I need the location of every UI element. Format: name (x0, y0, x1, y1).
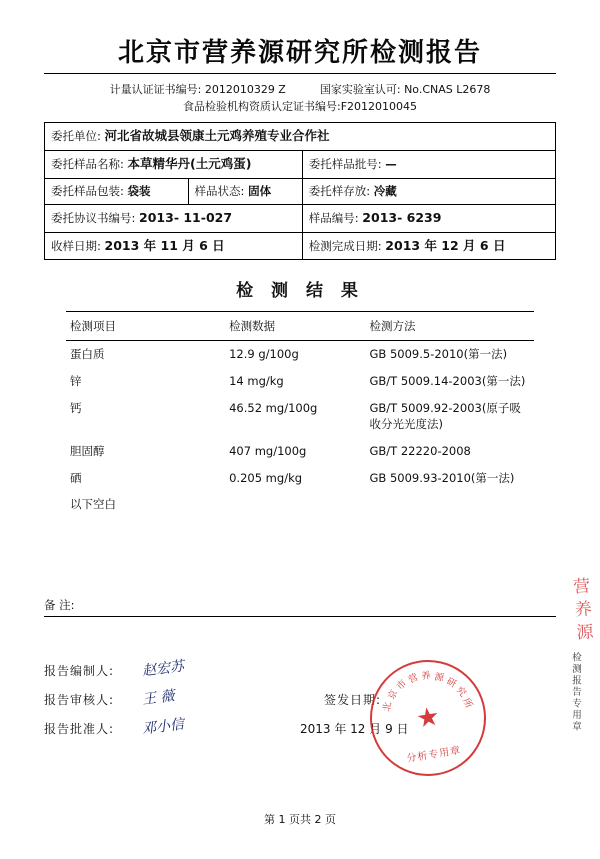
info-cell-agreement-no (45, 204, 303, 232)
info-cell-packaging (45, 178, 189, 204)
info-value: 2013- 11-027 (139, 209, 233, 225)
result-value: 46.52 mg/100g (229, 400, 318, 415)
stamp-arc-text: 北 京 市 营 养 源 研 究 所 (381, 670, 475, 713)
info-label: 委托样品包装: (51, 183, 124, 198)
column-header-item: 检测项目 (66, 312, 225, 341)
info-value: 2013 年 11 月 6 日 (104, 237, 225, 253)
signature-field (136, 715, 286, 737)
info-label: 检测完成日期: (308, 238, 382, 253)
info-label: 委托单位: (51, 129, 101, 144)
signature-handwriting: 王 薇 (141, 688, 176, 708)
info-label: 收样日期: (51, 238, 101, 253)
signature-handwriting: 邓小信 (141, 716, 185, 738)
title-divider (44, 73, 556, 74)
result-value: 12.9 g/100g (229, 347, 299, 362)
result-value: 407 mg/100g (229, 444, 307, 459)
info-label: 委托样品名称: (51, 156, 124, 171)
info-value: 2013 年 12 月 6 日 (385, 237, 506, 253)
result-item: 硒 (70, 470, 82, 485)
result-item: 蛋白质 (70, 347, 105, 362)
table-row (45, 232, 556, 260)
info-cell-receive-date (45, 232, 303, 260)
side-red-vertical-stamp: 营养源 (568, 576, 594, 647)
info-label: 委托协议书编号: (51, 210, 136, 225)
remarks-section (44, 597, 556, 617)
certification-row (44, 81, 556, 98)
result-value: 0.205 mg/kg (229, 470, 303, 485)
result-method: GB/T 22220-2008 (369, 444, 471, 459)
national-lab-label: 国家实验室认可: (319, 83, 401, 96)
result-item: 钙 (70, 400, 82, 415)
issue-date-label: 签发日期: (324, 693, 382, 707)
result-item: 胆固醇 (70, 444, 105, 459)
column-header-value: 检测数据 (225, 312, 365, 341)
page-title: 北京市营养源研究所检测报告 (117, 38, 482, 68)
results-table (66, 311, 534, 518)
result-item: 锌 (70, 374, 82, 389)
report-page (0, 32, 600, 859)
result-method: GB/T 5009.14-2003(第一法) (369, 374, 526, 389)
column-header-method: 检测方法 (366, 312, 535, 341)
info-value: 袋装 (127, 183, 151, 198)
table-header-row (66, 312, 534, 341)
table-row (66, 341, 534, 368)
signature-row-preparer (44, 650, 556, 679)
signature-field (136, 686, 286, 708)
signature-label: 报告审核人: (44, 693, 115, 707)
client-info-table (44, 122, 556, 260)
blank-note: 以下空白 (70, 497, 116, 512)
info-value: 本草精华丹(土元鸡蛋) (127, 155, 252, 171)
metrology-cert (110, 81, 286, 98)
official-stamp (362, 652, 495, 785)
issue-date-value: 2013 年 12 月 9 日 (300, 722, 409, 736)
table-row (66, 438, 534, 465)
signature-handwriting: 赵宏苏 (141, 658, 185, 680)
info-cell-sample-no (302, 204, 555, 232)
signature-field (136, 657, 286, 679)
national-lab-value: No.CNAS L2678 (404, 83, 491, 96)
info-cell-storage (302, 178, 555, 204)
info-cell-client (45, 123, 556, 151)
table-row (66, 395, 534, 438)
remarks-line (44, 597, 556, 617)
signature-label: 报告编制人: (44, 664, 115, 678)
results-section (44, 311, 556, 518)
info-value: 冷藏 (373, 183, 397, 198)
result-value: 14 mg/kg (229, 374, 284, 389)
table-row (45, 204, 556, 232)
table-row (66, 465, 534, 492)
info-label: 样品编号: (308, 210, 359, 225)
table-row (66, 491, 534, 518)
food-inspection-cert: 食品检验机构资质认定证书编号:F2012010045 (182, 100, 418, 114)
table-row (45, 150, 556, 178)
info-label: 样品状态: (194, 183, 245, 198)
info-cell-complete-date (302, 232, 555, 260)
side-vertical-note: 检测报告专用章 (570, 652, 581, 733)
remarks-label: 备 注: (44, 598, 75, 612)
result-method: GB/T 5009.92-2003(原子吸收分光光度法) (369, 400, 521, 432)
signature-label: 报告批准人: (44, 722, 115, 736)
info-value: 2013- 6239 (362, 209, 442, 225)
star-icon: ★ (414, 701, 442, 735)
info-cell-state (188, 178, 302, 204)
info-label: 委托样存放: (308, 183, 371, 198)
metrology-cert-label: 计量认证证书编号: (109, 83, 202, 96)
result-method: GB 5009.93-2010(第一法) (369, 470, 515, 485)
table-row (45, 123, 556, 151)
info-cell-sample-name (45, 150, 303, 178)
page-footer: 第 1 页共 2 页 (264, 813, 336, 826)
table-row (66, 368, 534, 395)
result-method: GB 5009.5-2010(第一法) (369, 347, 508, 362)
info-cell-sample-batch (302, 150, 555, 178)
info-value: 固体 (248, 183, 272, 198)
table-row (45, 178, 556, 204)
results-heading: 检 测 结 果 (236, 281, 364, 302)
info-value: — (385, 156, 397, 171)
info-value: 河北省故城县领康土元鸡养殖专业合作社 (104, 128, 330, 144)
stamp-bottom-text: 分析专用章 (405, 745, 462, 765)
national-lab-cert (320, 81, 491, 98)
info-label: 委托样品批号: (308, 156, 382, 171)
metrology-cert-value: 2012010329 Z (204, 83, 286, 96)
